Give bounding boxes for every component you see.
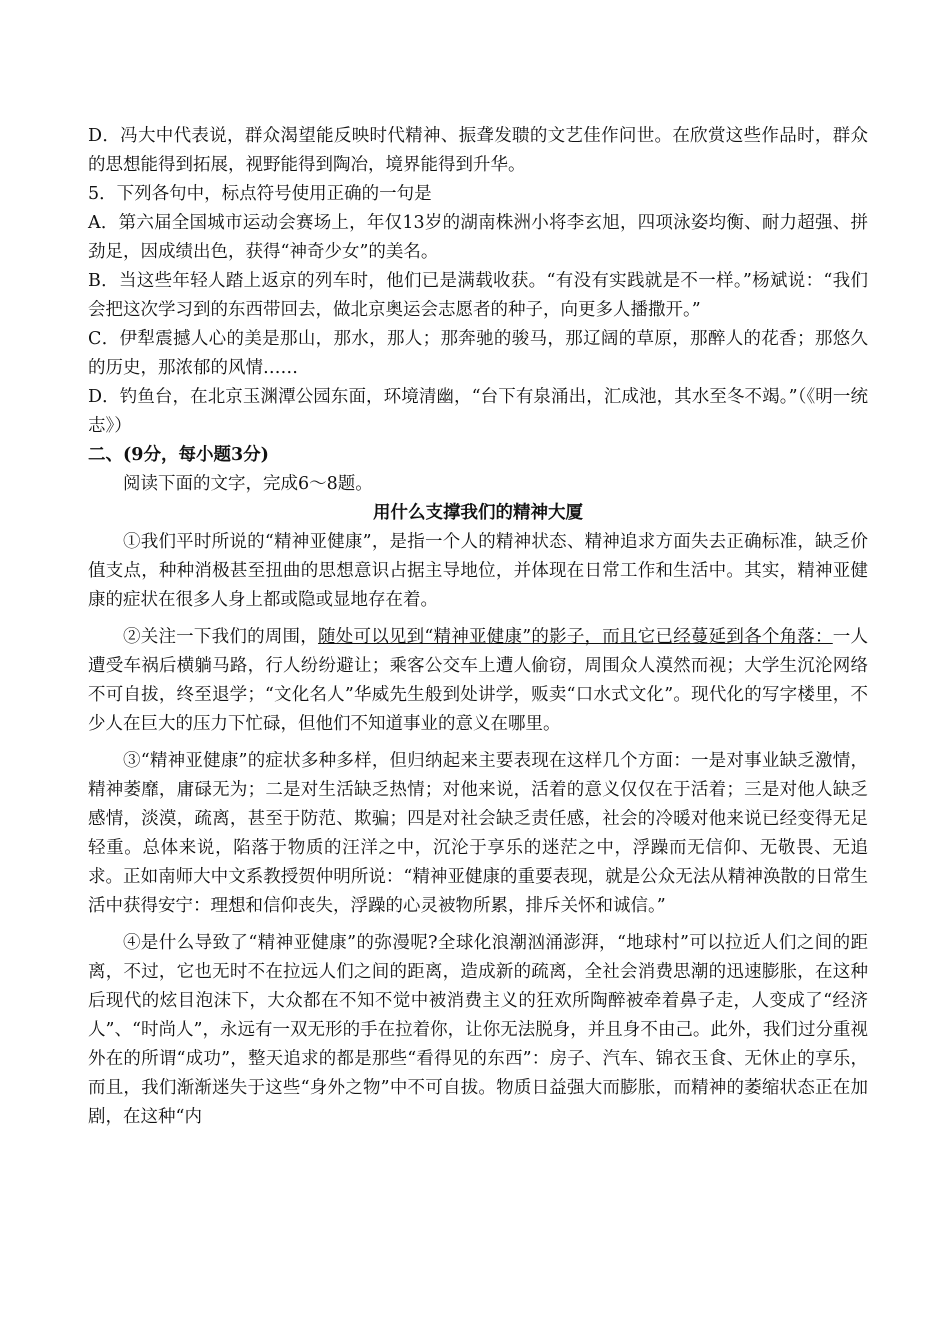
q4-option-d: D．冯大中代表说，群众渴望能反映时代精神、振聋发聩的文艺佳作问世。在欣赏这些作品时，群众的思想能得到拓展，视野能得到陶冶，境界能得到升华。 [88,126,868,175]
article-paragraph-4: ④是什么导致了“精神亚健康”的弥漫呢?全球化浪潮汹涌澎湃，“地球村”可以拉近人们之间的距离，不过，它也无时不在拉远人们之间的距离，造成新的疏离，全社会消费思潮的迅速膨胀，在这种后现代的炫目泡沫下，大众都在不知不觉中被消费主义的狂欢所陶醉被牵着鼻子走，人变成了“经济人”、“时尚人”，永远有一双无形的手在拉着你，让你无法脱身，并且身不由己。此外，我们过分重视外在的所谓“成功”，整天追求的都是那些“看得见的东西”：房子、汽车、锦衣玉食、无休止的享乐，而且，我们渐渐迷失于这些“身外之物”中不可自拔。物质日益强大而膨胀，而精神的萎缩状态正在加剧，在这种“内 [88,933,868,1127]
paragraph-2-rest: 一人遭受车祸后横躺马路，行人纷纷避让；乘客公交车上遭人偷窃，周围众人漠然而视；大学生沉沦网络不可自拔，终至退学；“文化名人”华威先生般到处讲学，贩卖“口水式文化”。现代化的写字楼里，不少人在巨大的压力下忙碌，但他们不知道事业的意义在哪里。 [88,627,868,734]
q5-option-b: B．当这些年轻人踏上返京的列车时，他们已是满载收获。“有没有实践就是不一样。”杨斌说：“我们会把这次学习到的东西带回去，做北京奥运会志愿者的种子，向更多人播撒开。” [88,271,868,320]
q5-option-c: C．伊犁震撼人心的美是那山，那水，那人；那奔驰的骏马，那辽阔的草原，那醉人的花香；那悠久的历史，那浓郁的风情…… [88,329,868,378]
q5-option-a: A．第六届全国城市运动会赛场上，年仅13岁的湖南株洲小将李玄旭，四项泳姿均衡、耐力超强、拼劲足，因成绩出色，获得“神奇少女”的美名。 [88,213,868,262]
section-heading: 二、(9分，每小题3分) [88,445,269,465]
article-paragraph-1: ①我们平时所说的“精神亚健康”，是指一个人的精神状态、精神追求方面失去正确标准，缺乏价值支点，种种消极甚至扭曲的思想意识占据主导地位，并体现在日常工作和生活中。其实，精神亚健康的症状在很多人身上都或隐或显地存在着。 [88,532,868,610]
reading-instruction: 阅读下面的文字，完成6～8题。 [123,474,373,494]
q5-stem: 5．下列各句中，标点符号使用正确的一句是 [88,184,432,204]
article-title: 用什么支撑我们的精神大厦 [373,503,583,523]
exam-page [88,122,868,1132]
q5-option-d: D．钓鱼台，在北京玉渊潭公园东面，环境清幽，“台下有泉涌出，汇成池，其水至冬不竭。”（《明一统志》） [88,387,868,436]
paragraph-2-underlined-sentence: 随处可以见到“精神亚健康”的影子，而且它已经蔓延到各个角落： [318,627,833,647]
paragraph-2-lead: ②关注一下我们的周围， [123,627,319,647]
article-paragraph-3: ③“精神亚健康”的症状多种多样，但归纳起来主要表现在这样几个方面：一是对事业缺乏激情，精神萎靡，庸碌无为；二是对生活缺乏热情；对他来说，活着的意义仅仅在于活着；三是对他人缺乏感情，淡漠，疏离，甚至于防范、欺骗；四是对社会缺乏责任感，社会的冷暖对他来说已经变得无足轻重。总体来说，陷落于物质的汪洋之中，沉沦于享乐的迷茫之中，浮躁而无信仰、无敬畏、无追求。正如南师大中文系教授贺仲明所说：“精神亚健康的重要表现，就是公众无法从精神涣散的日常生活中获得安宁：理想和信仰丧失，浮躁的心灵被物所累，排斥关怀和诚信。” [88,751,868,916]
article-paragraph-2 [88,623,868,739]
